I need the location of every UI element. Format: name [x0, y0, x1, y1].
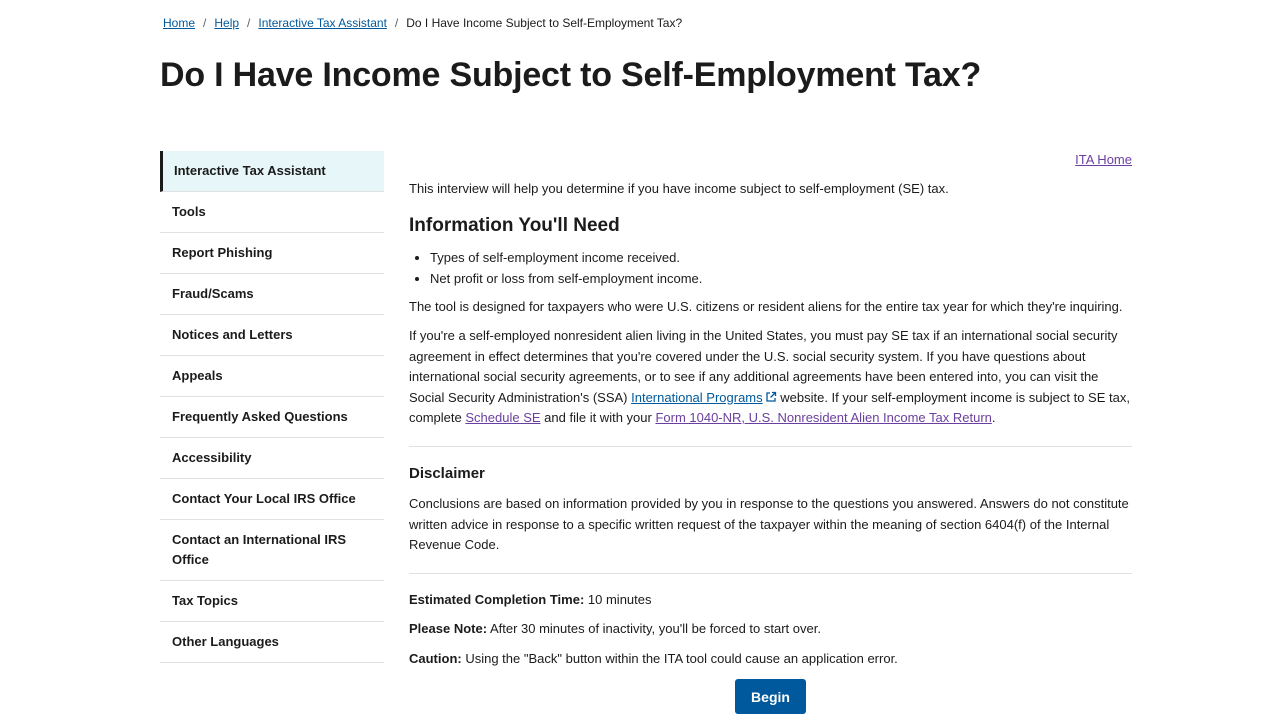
sidebar-nav [160, 151, 384, 663]
caution-label: Caution: [409, 651, 462, 666]
intro-text: This interview will help you determine if you have income subject to self-employment (SE) tax. [409, 181, 949, 196]
estimated-time-label: Estimated Completion Time: [409, 592, 585, 607]
international-programs-link[interactable]: International Programs [631, 390, 777, 405]
caution [409, 649, 898, 670]
sidebar-item-fraud-scams[interactable]: Fraud/Scams [160, 274, 384, 315]
breadcrumb-separator: / [203, 16, 207, 30]
sidebar-item-notices-and-letters[interactable]: Notices and Letters [160, 315, 384, 356]
page-title: Do I Have Income Subject to Self-Employment Tax? [160, 56, 982, 94]
breadcrumb-home[interactable]: Home [163, 16, 196, 30]
disclaimer-heading: Disclaimer [409, 465, 485, 482]
breadcrumb-separator: / [247, 16, 251, 30]
needs-list [409, 248, 702, 289]
nra-text-2: website. If your self-employment income is subject to SE tax, complete [409, 389, 1130, 425]
information-heading: Information You'll Need [409, 215, 620, 236]
breadcrumb-current: Do I Have Income Subject to Self-Employment Tax? [406, 16, 683, 30]
sidebar-item-contact-international-office[interactable]: Contact an International IRS Office [160, 520, 384, 581]
schedule-se-link[interactable]: Schedule SE [465, 410, 541, 425]
sidebar-item-tax-topics[interactable]: Tax Topics [160, 581, 384, 622]
breadcrumb-help[interactable]: Help [214, 16, 240, 30]
estimated-time [409, 590, 652, 611]
nra-text-4: . [991, 410, 996, 425]
please-note-value: After 30 minutes of inactivity, you'll be forced to start over. [487, 621, 821, 636]
nra-text-1: If you're a self-employed nonresident alien living in the United States, you must pay SE tax if an international social security agreement in effect determines that you're covered under the U.S. social security system. If you have questions about international social security agreements, or to see if any additional agreements have been entered into, you can visit the Social Security Administration's (SSA) [409, 328, 1118, 405]
breadcrumb-ita[interactable]: Interactive Tax Assistant [258, 16, 387, 30]
sidebar-item-accessibility[interactable]: Accessibility [160, 438, 384, 479]
sidebar-item-contact-local-office[interactable]: Contact Your Local IRS Office [160, 479, 384, 520]
breadcrumb [163, 16, 682, 30]
divider [409, 446, 1132, 447]
nonresident-alien-paragraph [409, 326, 1132, 429]
list-item: • Net profit or loss from self-employment income. [430, 269, 702, 290]
breadcrumb-separator: / [394, 16, 399, 30]
sidebar-item-tools[interactable]: Tools [160, 192, 384, 233]
ita-home-link[interactable]: ITA Home [1075, 152, 1132, 167]
list-item: • Types of self-employment income received. [430, 248, 702, 269]
form-1040nr-link[interactable]: Form 1040-NR, U.S. Nonresident Alien Income Tax Return [655, 410, 992, 425]
sidebar-item-interactive-tax-assistant[interactable]: Interactive Tax Assistant [160, 151, 384, 192]
sidebar-item-faq[interactable]: Frequently Asked Questions [160, 397, 384, 438]
sidebar-item-report-phishing[interactable]: Report Phishing [160, 233, 384, 274]
divider [409, 573, 1132, 574]
disclaimer-text: Conclusions are based on information provided by you in response to the questions you answered. Answers do not constitute written advice in response to a specific written request of the taxpayer within the meaning of section 6404(f) of the Internal Revenue Code. [409, 496, 1129, 552]
please-note-label: Please Note: [409, 621, 488, 636]
tool-note: The tool is designed for taxpayers who were U.S. citizens or resident aliens for the entire tax year for which they're inquiring. [409, 299, 1123, 314]
estimated-time-value: 10 minutes [584, 592, 652, 607]
external-link-icon [765, 391, 777, 403]
nra-text-3: and file it with your [540, 410, 656, 425]
sidebar-item-other-languages[interactable]: Other Languages [160, 622, 384, 663]
caution-value: Using the "Back" button within the ITA tool could cause an application error. [461, 651, 898, 666]
please-note [409, 619, 821, 640]
sidebar-item-appeals[interactable]: Appeals [160, 356, 384, 397]
begin-button[interactable]: Begin [735, 679, 806, 714]
